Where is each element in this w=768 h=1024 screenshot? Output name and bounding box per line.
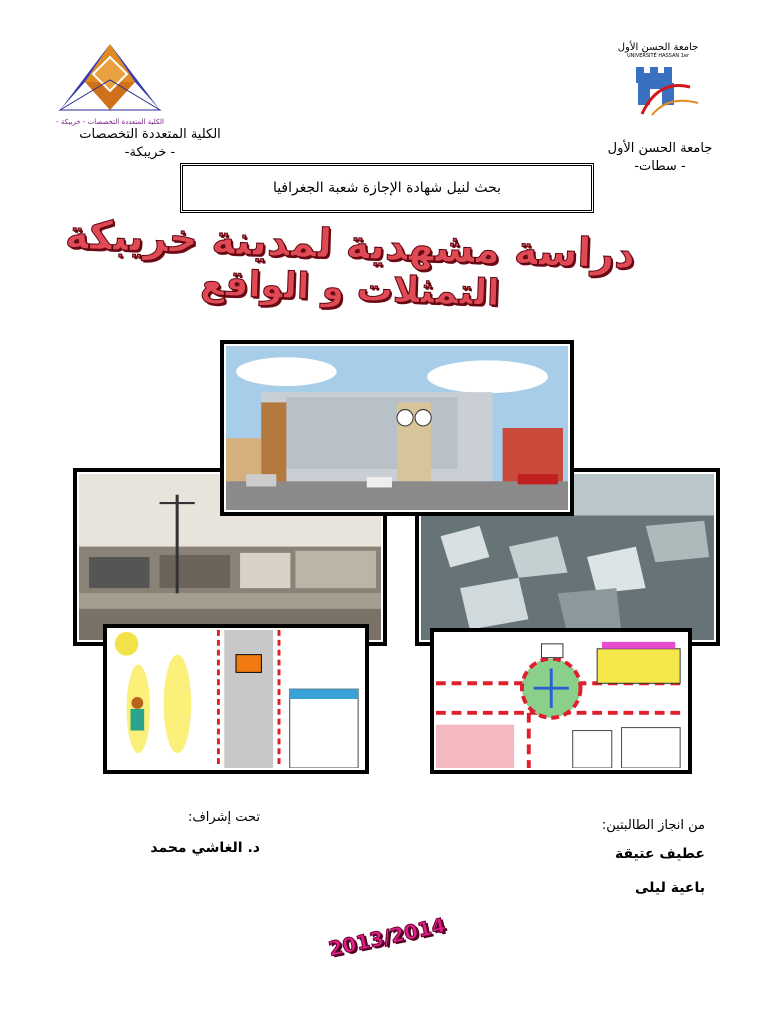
faculty-name-block: [70, 126, 230, 162]
university-name: جامعة الحسن الأول: [607, 141, 713, 156]
university-logo-text-fr: UNIVERSITÉ HASSAN 1er: [626, 53, 690, 59]
student-2-name: باعية ليلى: [634, 880, 705, 896]
university-logo-text-ar: جامعة الحسن الأول: [617, 42, 699, 53]
faculty-logo: [50, 40, 170, 126]
student-1-name: عطيف عتيقة: [614, 846, 705, 862]
faculty-logo-text: الكلية المتعددة التخصصات - خريبكة -: [56, 118, 164, 126]
title-line-2: التمثلات و الواقع: [199, 262, 501, 315]
faculty-city: - خريبكة-: [124, 145, 176, 160]
drawing-street: [103, 624, 369, 774]
faculty-name: الكلية المتعددة التخصصات: [79, 127, 221, 142]
photo-modern-square: [220, 340, 574, 516]
supervisor-label: تحت إشراف:: [187, 810, 260, 825]
academic-year: 2013/2014: [326, 912, 448, 962]
university-city: - سطات-: [634, 159, 686, 174]
subject-box: [180, 163, 594, 213]
subject-text: بحث لنيل شهادة الإجازة شعبة الجغرافيا: [272, 180, 502, 196]
drawing-roundabout: [430, 628, 692, 774]
supervisor-name: د. الغاشي محمد: [150, 840, 260, 856]
university-name-block: [590, 140, 730, 176]
university-logo: [598, 42, 718, 137]
students-label: من انجاز الطالبتين:: [601, 818, 705, 833]
title-line-1: دراسة مشهدية لمدينة خريبكة: [64, 212, 636, 278]
